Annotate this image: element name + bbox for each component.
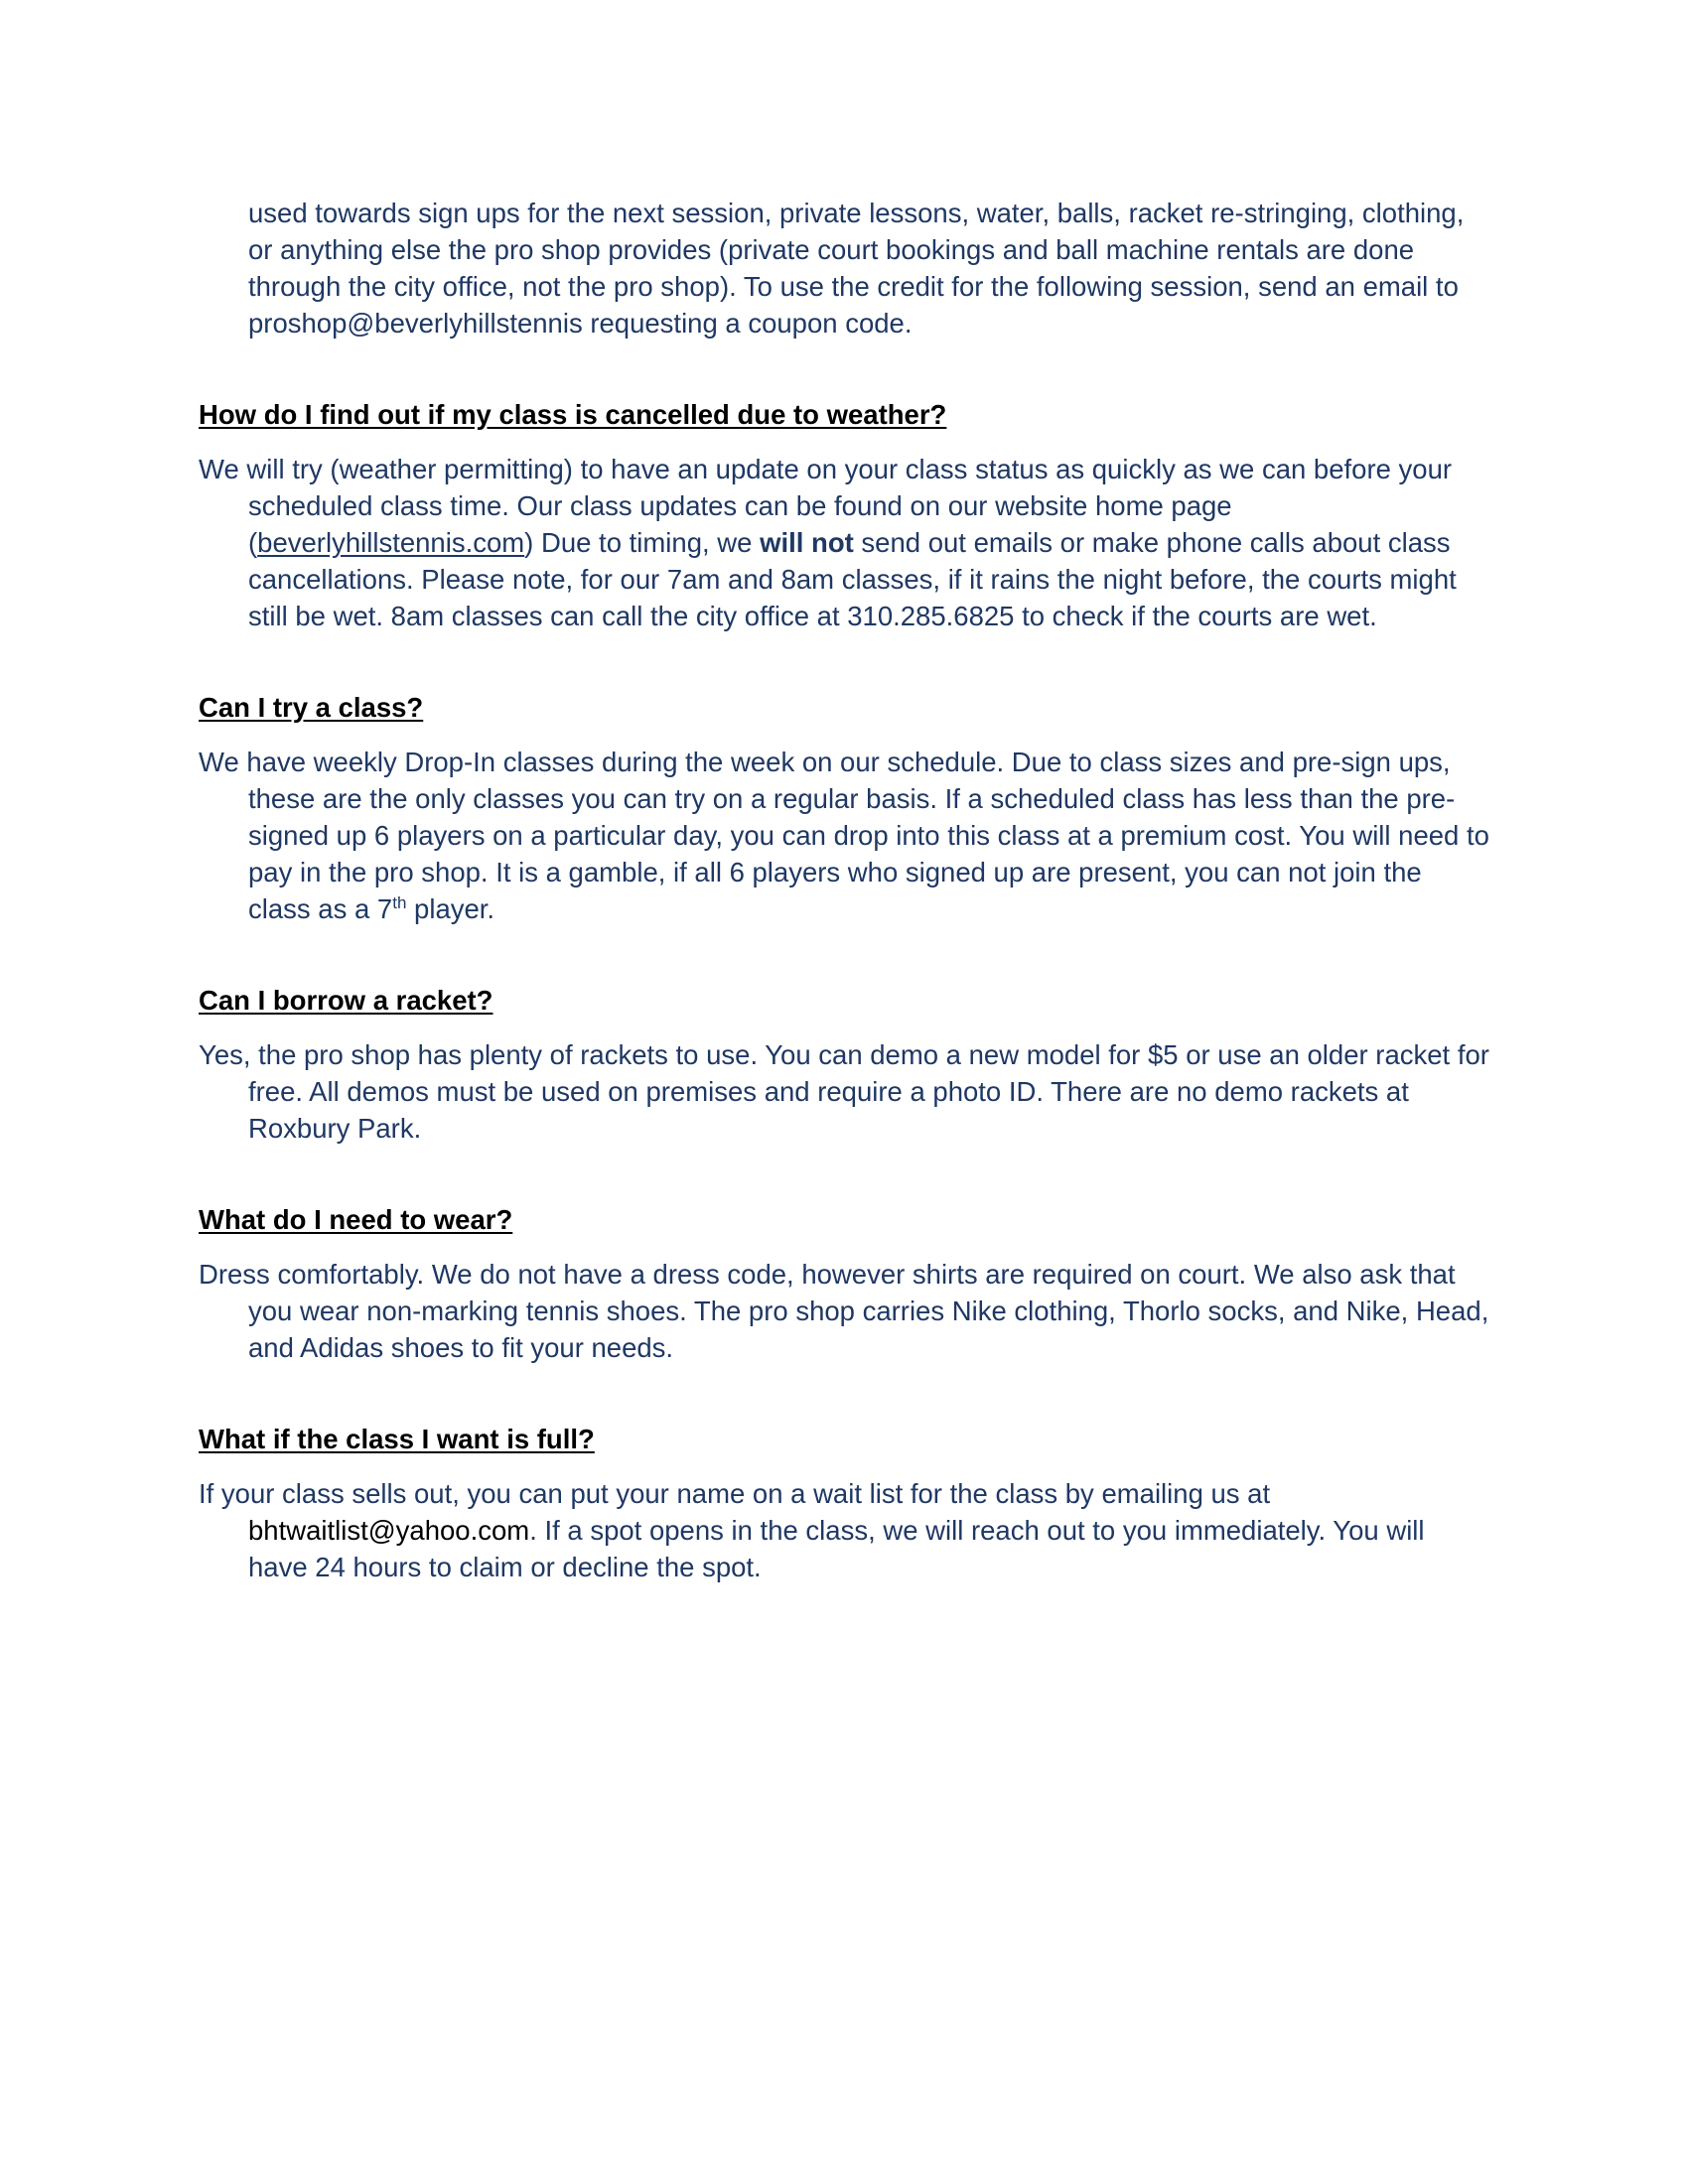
try-class-paragraph <box>199 744 1489 927</box>
section-weather <box>199 396 1489 634</box>
wear-heading: What do I need to wear? <box>199 1204 513 1235</box>
weather-paragraph <box>199 451 1489 634</box>
wear-text: Dress comfortably. We do not have a dress code, however shirts are required on court. We also ask that you wear non-marking tennis shoes. The pro shop carries Nike clothing, Thorlo socks, and Nike, Head, and Adidas shoes to fit your needs. <box>199 1259 1489 1363</box>
section-full <box>199 1421 1489 1585</box>
section-wear <box>199 1201 1489 1366</box>
intro-paragraph <box>199 195 1489 341</box>
try-class-text-1: We have weekly Drop-In classes during the week on our schedule. Due to class sizes and pre-sign ups, these are the only classes you can try on a regular basis. If a scheduled class has less than the pre-signed up 6 players on a particular day, you can drop into this class at a premium cost. You will need to pay in the pro shop. It is a gamble, if all 6 players who signed up are present, you can not join the class as a 7 <box>199 747 1489 924</box>
full-text-1: If your class sells out, you can put your name on a wait list for the class by emailing us at <box>199 1478 1271 1509</box>
full-text-2: . If a spot opens in the class, we will reach out to you immediately. You will have 24 hours to claim or decline the spot. <box>248 1515 1425 1582</box>
weather-text-3: send out emails or make phone calls about class cancellations. Please note, for our 7am and 8am classes, if it rains the night before, the courts might still be wet. 8am classes can call the city office at 310.285.6825 to check if the courts are wet. <box>248 527 1457 631</box>
section-racket <box>199 982 1489 1147</box>
faq-content <box>199 195 1489 1585</box>
racket-text: Yes, the pro shop has plenty of rackets to use. You can demo a new model for $5 or use an older racket for free. All demos must be used on premises and require a photo ID. There are no demo rackets at Roxbury Park. <box>199 1039 1489 1144</box>
intro-text: used towards sign ups for the next session, private lessons, water, balls, racket re-stringing, clothing, or anything else the pro shop provides (private court bookings and ball machine rentals are done through the city office, not the pro shop). To use the credit for the following session, send an email to proshop@beverlyhillstennis requesting a coupon code. <box>248 198 1465 339</box>
weather-text-2: ) Due to timing, we <box>524 527 761 558</box>
full-heading: What if the class I want is full? <box>199 1424 595 1454</box>
waitlist-email[interactable]: bhtwaitlist@yahoo.com <box>248 1515 530 1546</box>
weather-heading: How do I find out if my class is cancelled due to weather? <box>199 399 947 430</box>
website-link[interactable]: beverlyhillstennis.com <box>257 527 525 558</box>
weather-text-1: We will try (weather permitting) to have an update on your class status as quickly as we can before your scheduled class time. Our class updates can be found on our website home page ( <box>199 454 1453 558</box>
racket-paragraph <box>199 1036 1489 1147</box>
weather-emphasis: will not <box>760 527 854 558</box>
try-class-text-2: player. <box>406 893 495 924</box>
try-class-superscript: th <box>392 892 407 912</box>
section-try-class <box>199 689 1489 927</box>
racket-heading: Can I borrow a racket? <box>199 985 493 1016</box>
wear-paragraph <box>199 1256 1489 1366</box>
try-class-heading: Can I try a class? <box>199 692 424 723</box>
full-paragraph <box>199 1475 1489 1585</box>
